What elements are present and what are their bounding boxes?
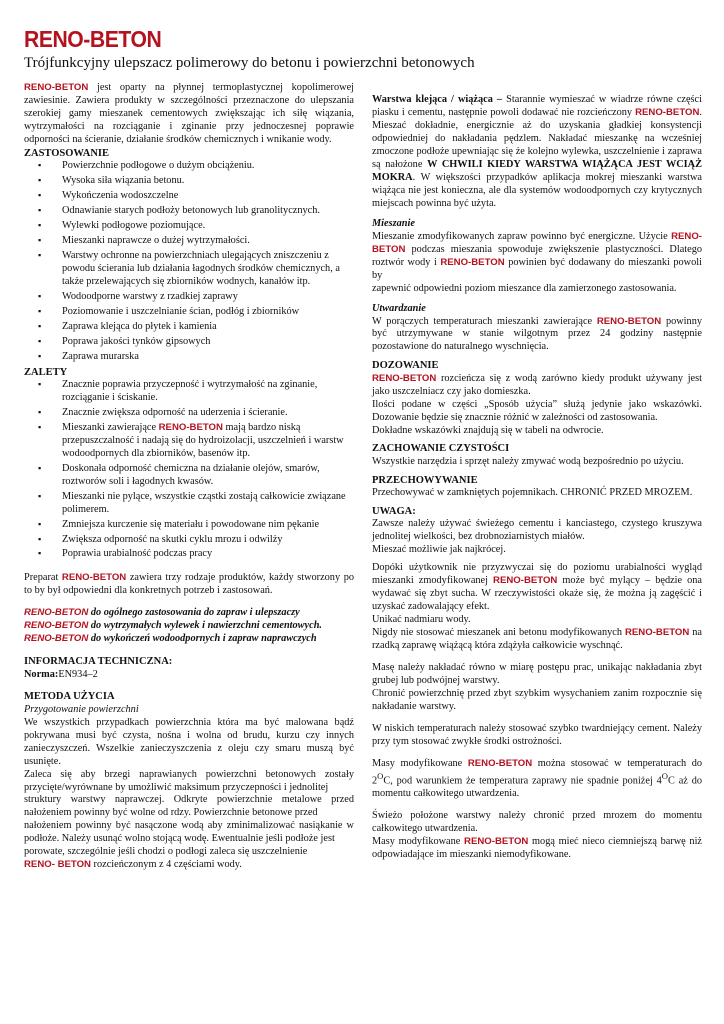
brand-inline: RENO-BETON — [61, 572, 127, 584]
metoda-p4: nałożeniem powinny być nasączone wodą aby zminimalizować nasiąkanie w podłoże. Należy usunąć wolno stojącą wodę. Ewentualnie jeśli podłoże jest — [24, 820, 354, 845]
list-item: ▪ Mieszanki zawierające RENO-BETON mają bardzo niską przepuszczalność i nadają się do hydroizolacji, uszczelnień i warstw wodoodpornych dla zbiorników, basenów itp. — [62, 422, 354, 461]
variant-3: RENO-BETON do wykończeń wodoodpornych i zapraw naprawczych — [24, 633, 317, 645]
list-item: ▪ Poprawia urabialność podczas pracy — [62, 548, 354, 561]
brand-inline: RENO-BETON — [158, 421, 223, 433]
uwaga-heading: UWAGA: — [372, 505, 416, 517]
metoda-p5: porowate, szczególnie jeśli chodzi o podłogi zaleca się uszczelnienie — [24, 846, 308, 858]
list-item: ▪ Wodoodporne warstwy z rzadkiej zaprawy — [62, 291, 354, 304]
mieszanie-paragraph: Mieszanie zmodyfikowanych zapraw powinno być energiczne. Użycie RENO- BETON podczas mieszania spowoduje zwiększenie plastyczności. Dlatego roztwór wody i RENO-BETON powinien być dodawany do mieszanki powoli by — [372, 230, 702, 281]
uwaga-p10: Świeżo położone warstwy należy chronić przed mrozem do momentu całkowitego utwardzenia. — [372, 809, 702, 834]
uwaga-p1: Zawsze należy używać świeżego cementu i kanciastego, czystego kruszywa jednolitej wielkości, bez drobnoziarnistych miałów. — [372, 518, 702, 543]
utwardzanie-heading: Utwardzanie — [372, 302, 426, 314]
uwaga-p3: Dopóki użytkownik nie przyzwyczai się do poziomu urabialności wygląd mieszanki zmodyfikowanej RENO-BETON może być mylący – będzie ona wydawać się zbyt sucha. W rzeczywistości okaże się, że można ją zagęścić i uzyskać zadowalający efekt. — [372, 561, 703, 612]
list-item: ▪ Poprawa jakości tynków gipsowych — [62, 336, 354, 349]
list-item: ▪ Zaprawa klejąca do płytek i kamienia — [62, 321, 354, 334]
list-item: ▪ Zwiększa odporność na skutki cyklu mrozu i odwilży — [62, 534, 354, 547]
mieszanie-paragraph-2: zapewnić odpowiedni poziom mieszance dla zamierzonego zastosowania. — [372, 282, 677, 294]
zachowanie-paragraph: Wszystkie narzędzia i sprzęt należy zmywać wodą bezpośrednio po użyciu. — [372, 455, 684, 467]
warstwa-paragraph: Warstwa klejąca / wiążąca – Starannie wymieszać w wiadrze równe części piasku i cementu, następnie powoli dodawać nie rozcieńczony RENO-BETON. Mieszać dokładnie, energicznie aż do uzyskania gładkiej konsystencji odpowiedniej do nakładania pędzlem. Nakładać mieszankę na wcześniej zmoczone podłoże upewniając się że kolejno wylewka, uszczelnienie i zaprawa są nałożone W CHWILI KIEDY WARSTWA WIĄŻĄCA JEST WCIĄŻ MOKRA. W większości przypadków aplikacja mokrej mieszanki warstwa wiążąca nie jest konieczna, ale dla systemów wodoodpornych czy krytycznych miejscach powinna być użyta. — [372, 94, 702, 209]
uwaga-p7: Chronić powierzchnię przed zbyt szybkim wysychaniem zanim rozpocznie się nakładanie warstwy. — [372, 687, 702, 712]
metoda-p2: Zaleca się aby brzegi naprawianych powierzchni betonowych zostały przycięte/wyrównane by umożliwić maksimum przyczepności i jednolitej — [24, 768, 354, 793]
utwardzanie-paragraph: W porączych temperaturach mieszanki zawierające RENO-BETON powinny być utrzymywane w stanie wilgotnym przez 24 godziny następnie pozostawione do naturalnego wyschnięcia. — [372, 315, 702, 353]
intro-paragraph: RENO-BETON jest oparty na płynnej termoplastycznej kopolimerowej zawiesinie. Zawiera produkty w szczególności przeznaczone do ulepszania szerokiej gamy mieszanek cementowych zwiększając ich siłę wiązania, wytrzymałości na rozciąganie i zginanie przy jednoczesnej poprawie odporności na ścieranie, działanie środków chemicznych i wnikanie wody. — [24, 82, 354, 145]
zastosowanie-heading: ZASTOSOWANIE — [24, 147, 110, 159]
norma-line: Norma:EN934–2 — [24, 668, 98, 680]
zalety-heading: ZALETY — [24, 366, 68, 378]
left-column — [24, 82, 354, 872]
przechowywanie-heading: PRZECHOWYWANIE — [372, 474, 478, 486]
list-item: ▪ Warstwy ochronne na powierzchniach ulegających zniszczeniu z powodu ścierania lub działania łagodnych środków chemicznych, a także przelewających się zbiorników wodnych, kanałów itp. — [62, 250, 354, 289]
zalety-list — [24, 379, 354, 562]
dozowanie-p3: Dokładne wskazówki znajdują się w tabeli na odwrocie. — [372, 424, 604, 436]
list-item: ▪ Wylewki podłogowe poziomujące. — [62, 220, 354, 233]
list-item: ▪ Doskonała odporność chemiczna na działanie olejów, smarów, roztworów soli i łagodnych kwasów. — [62, 463, 354, 489]
variant-1: RENO-BETON do ogólnego zastosowania do zapraw i ulepszaczy — [24, 607, 300, 619]
zachowanie-heading: ZACHOWANIE CZYSTOŚCI — [372, 443, 510, 455]
list-item: ▪ Mieszanki naprawcze o dużej wytrzymałości. — [62, 235, 354, 248]
metoda-subheading: Przygotowanie powierzchni — [24, 703, 139, 715]
uwaga-p11: Masy modyfikowane RENO-BETON mogą mieć nieco ciemniejszą barwę niż odpowiadające im mieszanki niemodyfikowane. — [372, 835, 703, 860]
list-item: ▪ Powierzchnie podłogowe o dużym obciążeniu. — [62, 160, 354, 173]
dozowanie-p2: Ilości podane w części „Sposób użycia” służą jedynie jako wskazówki. Dozowanie będzie się znacznie różnić w zależności od zastosowania. — [372, 398, 702, 423]
list-item: ▪ Znacznie zwiększa odporność na uderzenia i ścieranie. — [62, 407, 354, 420]
list-item: ▪ Odnawianie starych podłoży betonowych lub granolitycznych. — [62, 205, 354, 218]
metoda-heading: METODA UŻYCIA — [24, 691, 115, 703]
mieszanie-heading: Mieszanie — [372, 217, 415, 229]
right-column — [372, 82, 702, 872]
dozowanie-heading: DOZOWANIE — [372, 360, 439, 372]
columns — [24, 82, 702, 872]
brand-title: RENO-BETON — [24, 26, 162, 52]
list-item: ▪ Poziomowanie i uszczelnianie ścian, podłóg i zbiorników — [62, 306, 354, 319]
brand-inline: RENO-BETON — [24, 82, 89, 93]
list-item: ▪ Mieszanki nie pylące, wszystkie cząstki zostają całkowicie związane polimerem. — [62, 491, 354, 517]
list-item: ▪ Zaprawa murarska — [62, 351, 354, 364]
list-item: ▪ Wysoka siła wiązania betonu. — [62, 175, 354, 188]
metoda-p3: struktury warstwy naprawczej. Odkryte powierzchnie metalowe przed nałożeniem powinny być wolne od rdzy. Powierzchnie betonowe przed — [24, 794, 354, 819]
list-item: ▪ Zmniejsza kurczenie się materiału i powodowane nim pękanie — [62, 519, 354, 532]
metoda-p6: RENO- BETON rozcieńczonym z 4 częściami wody. — [24, 859, 242, 871]
uwaga-p9: Masy modyfikowane RENO-BETON można stosować w temperaturach do $2^OC$, pod warunkiem że temperatura zaprawy nie spadnie poniżej $4^OC$ aż do momentu całkowitego utwardzenia. — [372, 757, 703, 799]
dozowanie-p1: RENO-BETON rozcieńcza się z wodą zarówno kiedy produkt używany jest jako uszczelniacz czy jako domieszka. — [372, 372, 702, 397]
przechowywanie-paragraph: Przechowywać w zamkniętych pojemnikach. CHRONIĆ PRZED MROZEM. — [372, 486, 693, 498]
list-item: ▪ Wykończenia wodoszczelne — [62, 190, 354, 203]
zastosowanie-list — [24, 160, 354, 364]
uwaga-p4: Unikać nadmiaru wody. — [372, 613, 471, 625]
variant-2: RENO-BETON do wytrzymałych wylewek i nawierzchni cementowych. — [24, 620, 322, 632]
metoda-p1: We wszystkich przypadkach powierzchnia która ma być malowana bądź pokrywana musi być czysta, nośna i wolna od brudu, kurzu czy innych zanieczyszczeń. Wszelkie zanieczyszczenia z oleju czy smaru muszą być usunięte. — [24, 716, 354, 767]
tech-heading: INFORMACJA TECHNICZNA: — [24, 656, 173, 668]
uwaga-p2: Mieszać możliwie jak najkrócej. — [372, 544, 506, 555]
uwaga-p5: Nigdy nie stosować mieszanek ani betonu modyfikowanych RENO-BETON na rzadką zaprawę wiążącą która zdążyła całkowicie wyschnąć. — [372, 626, 702, 651]
subtitle: Trójfunkcyjny ulepszacz polimerowy do betonu i powierzchni betonowych — [24, 55, 475, 71]
uwaga-p8: W niskich temperaturach należy stosować szybko twardniejący cement. Należy przy tym stosować zwykłe środki ostrożności. — [372, 722, 702, 747]
uwaga-p6: Masę należy nakładać równo w miarę postępu prac, unikając nakładania zbyt grubej lub podwójnej warstwy. — [372, 661, 702, 686]
preparat-paragraph: Preparat RENO-BETON zawiera trzy rodzaje produktów, każdy stworzony po to by był odpowiedni dla konkretnych potrzeb i zastosowań. — [24, 572, 354, 597]
list-item: ▪ Znacznie poprawia przyczepność i wytrzymałość na zginanie, rozciąganie i ściskanie. — [62, 379, 354, 405]
